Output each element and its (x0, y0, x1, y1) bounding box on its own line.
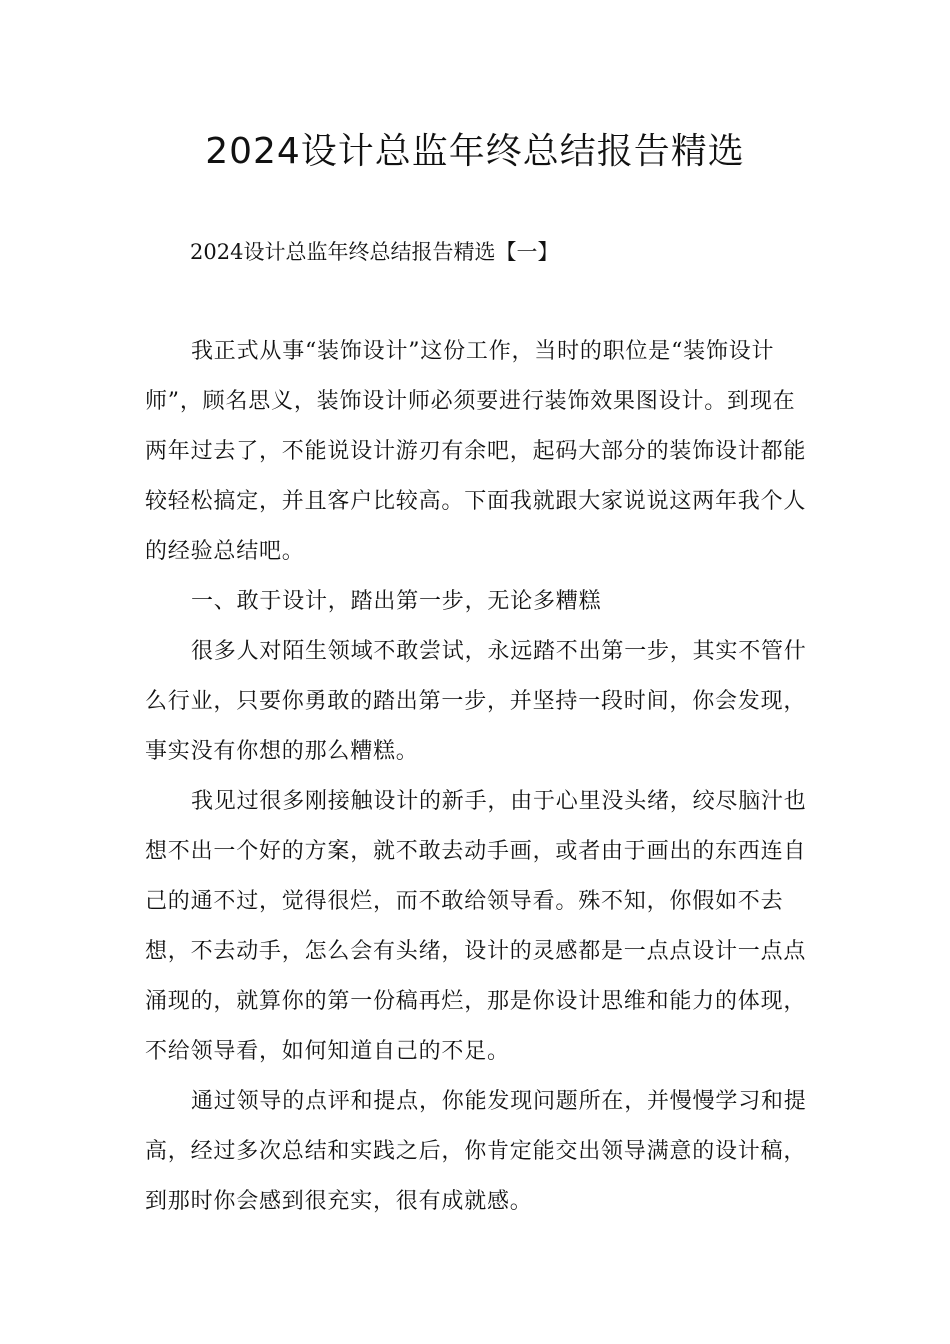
document-title: 2024设计总监年终总结报告精选 (205, 131, 745, 172)
paragraph-feedback: 通过领导的点评和提点，你能发现问题所在，并慢慢学习和提高，经过多次总结和实践之后，你肯定能交出领导满意的设计稿，到那时你会感到很充实，很有成就感。 (145, 1089, 807, 1214)
paragraph-intro: 我正式从事“装饰设计”这份工作，当时的职位是“装饰设计师”，顾名思义，装饰设计师必须要进行装饰效果图设计。到现在两年过去了，不能说设计游刃有余吧，起码大部分的装饰设计都能较轻松搞定，并且客户比较高。下面我就跟大家说说这两年我个人的经验总结吧。 (145, 339, 807, 564)
paragraph-first-step: 很多人对陌生领域不敢尝试，永远踏不出第一步，其实不管什么行业，只要你勇敢的踏出第一步，并坚持一段时间，你会发现，事实没有你想的那么糟糕。 (145, 639, 807, 764)
document-body (145, 327, 815, 1227)
paragraph-heading-one: 一、敢于设计，踏出第一步，无论多糟糕 (191, 589, 602, 614)
section-heading: 2024设计总监年终总结报告精选【一】 (190, 240, 559, 264)
paragraph-newcomers: 我见过很多刚接触设计的新手，由于心里没头绪，绞尽脑汁也想不出一个好的方案，就不敢去动手画，或者由于画出的东西连自己的通不过，觉得很烂，而不敢给领导看。殊不知，你假如不去想，不去动手，怎么会有头绪，设计的灵感都是一点点设计一点点涌现的，就算你的第一份稿再烂，那是你设计思维和能力的体现，不给领导看，如何知道自己的不足。 (145, 789, 807, 1064)
